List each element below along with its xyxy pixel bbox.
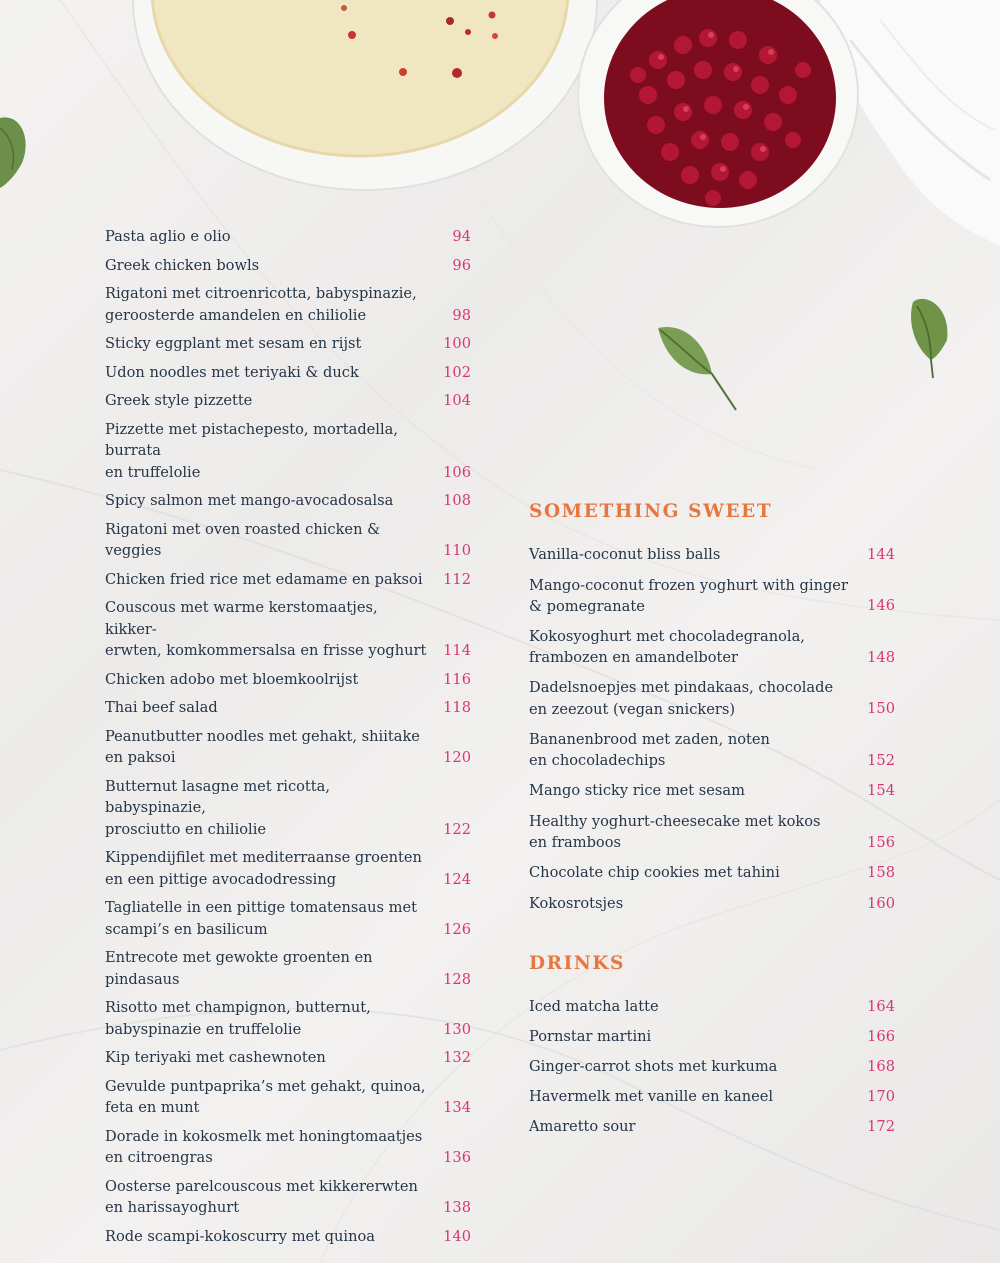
recipe-title: Pizzette met pistachepesto, mortadella, burrata en truffelolie bbox=[105, 420, 398, 481]
list-item[interactable] bbox=[105, 490, 471, 512]
list-item[interactable] bbox=[529, 996, 895, 1018]
drinks-list bbox=[529, 996, 895, 1138]
page-number: 160 bbox=[867, 894, 895, 912]
recipe-title: Mango-coconut frozen yoghurt with ginger & pomegranate bbox=[529, 576, 848, 615]
recipe-title: Dorade in kokosmelk met honingtomaatjes en citroengras bbox=[105, 1127, 423, 1166]
page-number: 114 bbox=[443, 642, 471, 659]
drink-title: Iced matcha latte bbox=[529, 998, 659, 1016]
recipe-title: Rigatoni met citroenricotta, babyspinazie, geroosterde amandelen en chiliolie bbox=[105, 285, 417, 324]
page-number: 134 bbox=[443, 1099, 471, 1116]
page-number: 152 bbox=[867, 751, 895, 769]
list-item[interactable] bbox=[529, 575, 895, 617]
recipe-title: Oosterse parelcouscous met kikkererwten en harissayoghurt bbox=[105, 1177, 418, 1216]
list-item[interactable] bbox=[105, 697, 471, 719]
recipe-title: Butternut lasagne met ricotta, babyspinazie, prosciutto en chiliolie bbox=[105, 777, 330, 838]
page-number: 124 bbox=[443, 870, 471, 888]
page-number: 104 bbox=[443, 392, 471, 409]
list-item[interactable] bbox=[529, 1026, 895, 1048]
page-number: 172 bbox=[867, 1118, 895, 1135]
recipe-title: Rode scampi-kokoscurry met quinoa bbox=[105, 1227, 375, 1245]
list-item[interactable] bbox=[105, 1176, 471, 1219]
list-item[interactable] bbox=[529, 1056, 895, 1078]
recipe-title: Kip teriyaki met cashewnoten bbox=[105, 1049, 326, 1066]
list-item[interactable] bbox=[105, 283, 471, 326]
main-recipe-list bbox=[105, 226, 471, 1247]
recipe-title: Vanilla-coconut bliss balls bbox=[529, 546, 721, 564]
drink-title: Ginger-carrot shots met kurkuma bbox=[529, 1058, 778, 1076]
list-item[interactable] bbox=[105, 333, 471, 355]
page-number: 126 bbox=[443, 920, 471, 938]
something-sweet-list bbox=[529, 544, 895, 914]
page-number: 168 bbox=[867, 1058, 895, 1075]
recipe-title: Kippendijfilet met mediterraanse groenten en een pittige avocadodressing bbox=[105, 849, 422, 888]
recipe-title: Peanutbutter noodles met gehakt, shiitake en paksoi bbox=[105, 727, 420, 766]
page-number: 158 bbox=[867, 864, 895, 882]
list-item[interactable] bbox=[105, 1226, 471, 1248]
page-number: 110 bbox=[443, 542, 471, 559]
page-number: 144 bbox=[867, 546, 895, 563]
list-item[interactable] bbox=[105, 255, 471, 277]
list-item[interactable] bbox=[105, 776, 471, 841]
recipe-title: Pasta aglio e olio bbox=[105, 228, 231, 245]
page-number: 146 bbox=[867, 597, 895, 615]
list-item[interactable] bbox=[105, 726, 471, 769]
recipe-title: Chocolate chip cookies met tahini bbox=[529, 864, 780, 882]
recipe-title: Bananenbrood met zaden, noten en chocoladechips bbox=[529, 730, 770, 769]
page-number: 108 bbox=[443, 492, 471, 509]
page-number: 130 bbox=[443, 1020, 471, 1038]
list-item[interactable] bbox=[105, 997, 471, 1040]
page-number: 138 bbox=[443, 1199, 471, 1216]
list-item[interactable] bbox=[529, 811, 895, 853]
list-item[interactable] bbox=[529, 1116, 895, 1138]
list-item[interactable] bbox=[105, 390, 471, 412]
recipe-title: Greek chicken bowls bbox=[105, 256, 260, 274]
list-item[interactable] bbox=[529, 893, 895, 915]
recipe-title: Sticky eggplant met sesam en rijst bbox=[105, 335, 362, 352]
page-number: 102 bbox=[443, 363, 471, 381]
page-number: 164 bbox=[867, 998, 895, 1015]
page-number: 96 bbox=[452, 256, 471, 274]
list-item[interactable] bbox=[529, 544, 895, 566]
recipe-title: Risotto met champignon, butternut, babyspinazie en truffelolie bbox=[105, 999, 371, 1038]
page-number: 136 bbox=[443, 1149, 471, 1166]
recipe-title: Chicken adobo met bloemkoolrijst bbox=[105, 670, 359, 688]
page-number: 98 bbox=[452, 306, 471, 324]
list-item[interactable] bbox=[105, 1126, 471, 1169]
list-item[interactable] bbox=[529, 780, 895, 802]
page-number: 118 bbox=[443, 699, 471, 716]
list-item[interactable] bbox=[105, 1076, 471, 1119]
page-number: 150 bbox=[867, 700, 895, 718]
drink-title: Havermelk met vanille en kaneel bbox=[529, 1088, 774, 1106]
list-item[interactable] bbox=[105, 519, 471, 562]
list-item[interactable] bbox=[105, 569, 471, 591]
recipe-title: Greek style pizzette bbox=[105, 392, 253, 409]
page-number: 94 bbox=[452, 228, 471, 245]
page-number: 106 bbox=[443, 463, 471, 481]
recipe-title: Thai beef salad bbox=[105, 699, 218, 716]
page-number: 112 bbox=[443, 570, 471, 588]
recipe-title: Kokosyoghurt met chocoladegranola, frambozen en amandelboter bbox=[529, 627, 805, 667]
list-item[interactable] bbox=[105, 669, 471, 691]
recipe-title: Spicy salmon met mango-avocadosalsa bbox=[105, 492, 394, 509]
list-item[interactable] bbox=[105, 947, 471, 990]
page-number: 122 bbox=[443, 820, 471, 838]
list-item[interactable] bbox=[105, 897, 471, 940]
recipe-title: Rigatoni met oven roasted chicken & veggies bbox=[105, 520, 381, 559]
page-number: 132 bbox=[443, 1049, 471, 1066]
page-number: 140 bbox=[443, 1227, 471, 1245]
recipe-title: Gevulde puntpaprika’s met gehakt, quinoa, feta en munt bbox=[105, 1077, 426, 1116]
page-number: 128 bbox=[443, 970, 471, 988]
recipe-title: Healthy yoghurt-cheesecake met kokos en framboos bbox=[529, 812, 821, 851]
recipe-title: Udon noodles met teriyaki & duck bbox=[105, 363, 359, 381]
recipe-title: Entrecote met gewokte groenten en pindasaus bbox=[105, 949, 373, 988]
recipe-title: Couscous met warme kerstomaatjes, kikker- erwten, komkommersalsa en frisse yoghurt bbox=[105, 599, 427, 659]
list-item[interactable] bbox=[529, 677, 895, 719]
list-item[interactable] bbox=[529, 1086, 895, 1108]
page-number: 154 bbox=[867, 782, 895, 800]
page-number: 116 bbox=[443, 670, 471, 688]
section-heading-drinks: DRINKS bbox=[529, 953, 626, 974]
page-number: 100 bbox=[443, 335, 471, 352]
page-number: 156 bbox=[867, 833, 895, 851]
list-item[interactable] bbox=[529, 626, 895, 668]
list-item[interactable] bbox=[105, 226, 471, 248]
list-item[interactable] bbox=[529, 729, 895, 771]
section-heading-something-sweet: SOMETHING SWEET bbox=[529, 501, 773, 522]
recipe-title: Dadelsnoepjes met pindakaas, chocolade en zeezout (vegan snickers) bbox=[529, 679, 834, 718]
list-item[interactable] bbox=[105, 1047, 471, 1069]
drink-title: Pornstar martini bbox=[529, 1028, 652, 1046]
recipe-title: Chicken fried rice met edamame en paksoi bbox=[105, 570, 423, 588]
page-number: 148 bbox=[867, 648, 895, 666]
page-number: 170 bbox=[867, 1088, 895, 1105]
recipe-title: Mango sticky rice met sesam bbox=[529, 782, 745, 800]
recipe-title: Kokosrotsjes bbox=[529, 894, 624, 912]
list-item[interactable] bbox=[105, 362, 471, 384]
page-number: 166 bbox=[867, 1028, 895, 1045]
list-item[interactable] bbox=[529, 862, 895, 884]
list-item[interactable] bbox=[105, 847, 471, 890]
page-number: 120 bbox=[443, 749, 471, 766]
list-item[interactable] bbox=[105, 419, 471, 484]
list-item[interactable] bbox=[105, 597, 471, 662]
drink-title: Amaretto sour bbox=[529, 1118, 636, 1136]
recipe-title: Tagliatelle in een pittige tomatensaus met scampi’s en basilicum bbox=[105, 899, 417, 938]
